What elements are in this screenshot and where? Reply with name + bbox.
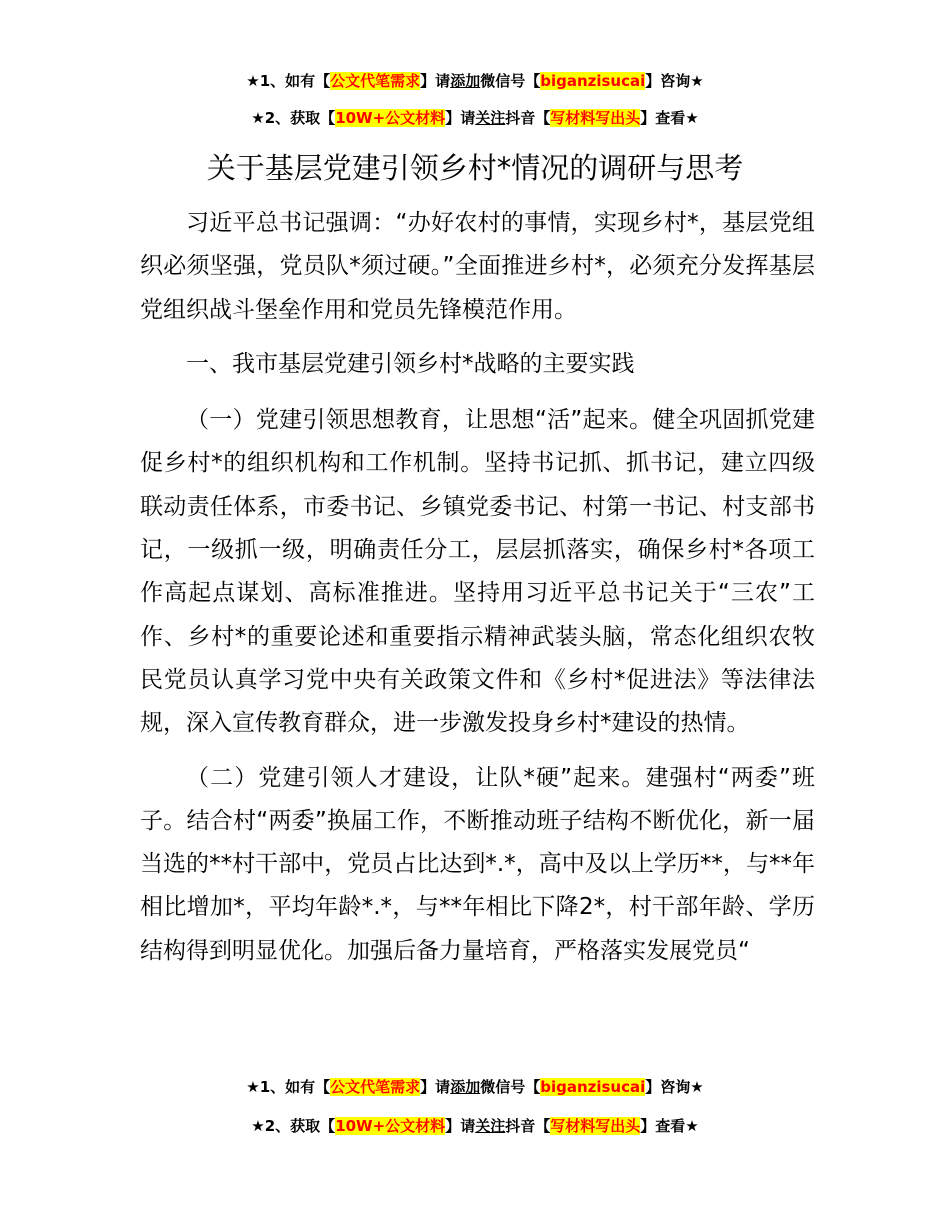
- paragraph-section-2: （二）党建引领人才建设，让队*硬”起来。建强村“两委”班子。结合村“两委”换届工作，不断推动班子结构不断优化，新一届当选的**村干部中，党员占比达到*.*，高中及以上学历**，与**年相比增加*，平均年龄*.*，与**年相比下降2*，村干部年龄、学历结构得到明显优化。加强后备力量培育，严格落实发展党员“: [140, 764, 815, 964]
- banner-highlight: 公文代笔需求: [330, 1078, 421, 1096]
- bottom-banner-line-2: [0, 1115, 950, 1137]
- banner-douyin-id: 写材料写出头: [550, 109, 641, 127]
- banner-text: ★2、获取【: [251, 1117, 336, 1135]
- paragraph-section-1: （一）党建引领思想教育，让思想“活”起来。健全巩固抓党建促乡村*的组织机构和工作机制。坚持书记抓、抓书记，建立四级联动责任体系，市委书记、乡镇党委书记、村第一书记、村支部书记，一级抓一级，明确责任分工，层层抓落实，确保乡村*各项工作高起点谋划、高标准推进。坚持用习近平总书记关于“三农”工作、乡村*的重要论述和重要指示精神武装头脑，常态化组织农牧民党员认真学习党中央有关政策文件和《乡村*促进法》等法律法规，深入宣传教育群众，进一步激发投身乡村*建设的热情。: [140, 407, 815, 737]
- banner-text: 微信号【: [480, 72, 541, 90]
- banner-text: 】请: [420, 1078, 451, 1096]
- paragraph-intro: 习近平总书记强调：“办好农村的事情，实现乡村*，基层党组织必须坚强，党员队*须过硬。”全面推进乡村*，必须充分发挥基层党组织战斗堡垒作用和党员先锋模范作用。: [140, 210, 815, 323]
- banner-highlight: 10W+公文材料: [335, 109, 446, 127]
- banner-wechat-id: biganzisucai: [540, 72, 646, 90]
- document-body: [140, 202, 815, 984]
- banner-text: 】咨询★: [645, 1078, 704, 1096]
- document-title: 关于基层党建引领乡村*情况的调研与思考: [206, 151, 744, 185]
- top-banner-line-2: [0, 107, 950, 129]
- banner-text: ★2、获取【: [251, 109, 336, 127]
- banner-highlight: 10W+公文材料: [335, 1117, 446, 1135]
- banner-text: 】请: [445, 1117, 476, 1135]
- banner-text: 】请: [445, 109, 476, 127]
- banner-underlined-text: 关注: [475, 1117, 506, 1135]
- section-heading: 一、我市基层党建引领乡村*战略的主要实践: [186, 350, 635, 377]
- banner-text: 】查看★: [640, 109, 699, 127]
- banner-underlined-text: 关注: [475, 109, 506, 127]
- banner-highlight: 公文代笔需求: [330, 72, 421, 90]
- banner-text: 】请: [420, 72, 451, 90]
- banner-text: ★1、如有【: [246, 1078, 331, 1096]
- top-banner-line-1: [0, 70, 950, 92]
- banner-text: ★1、如有【: [246, 72, 331, 90]
- banner-wechat-id: biganzisucai: [540, 1078, 646, 1096]
- banner-text: 抖音【: [505, 109, 551, 127]
- banner-text: 】咨询★: [645, 72, 704, 90]
- bottom-banner-line-1: [0, 1076, 950, 1098]
- banner-underlined-text: 添加: [450, 1078, 481, 1096]
- banner-text: 微信号【: [480, 1078, 541, 1096]
- banner-douyin-id: 写材料写出头: [550, 1117, 641, 1135]
- banner-text: 】查看★: [640, 1117, 699, 1135]
- banner-text: 抖音【: [505, 1117, 551, 1135]
- banner-underlined-text: 添加: [450, 72, 481, 90]
